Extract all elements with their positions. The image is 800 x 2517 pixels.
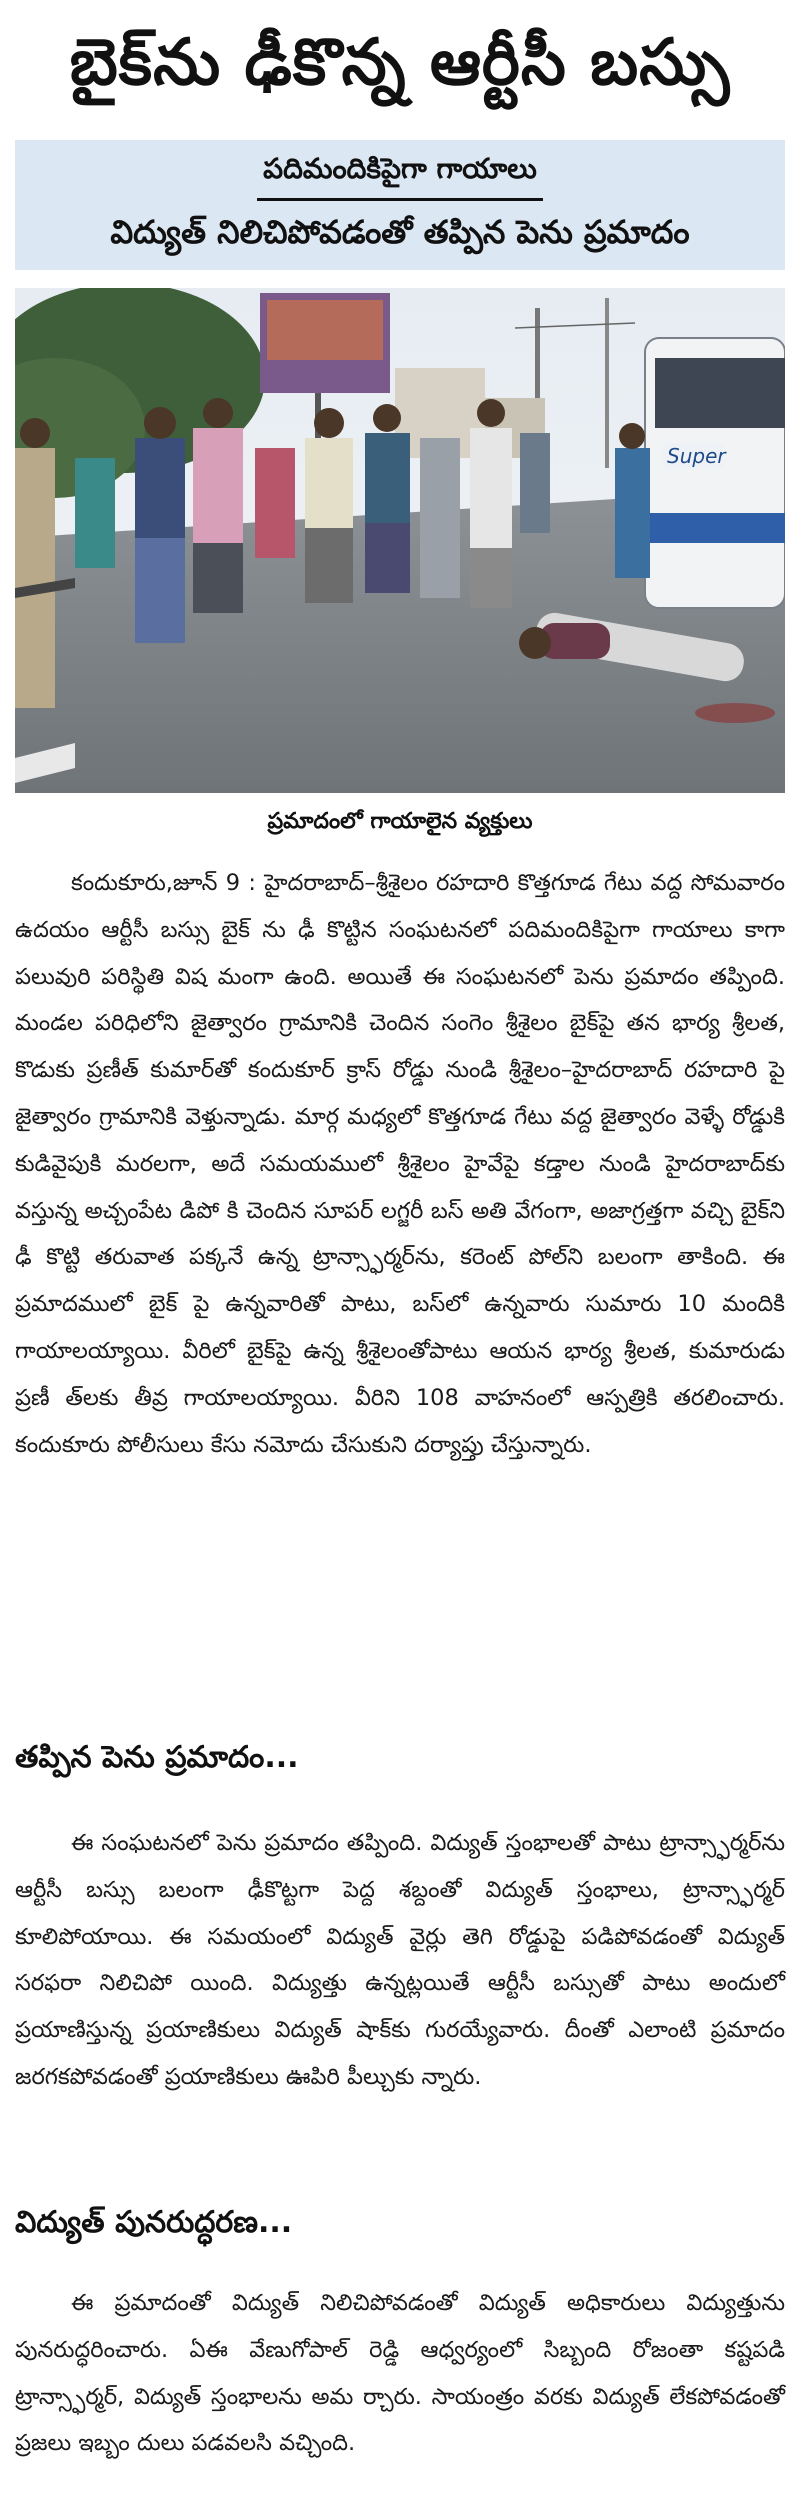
photo-caption: ప్రమాదంలో గాయాలైన వ్యక్తులు bbox=[267, 809, 533, 834]
headline: బైక్‌ను ఢీకొన్న ఆర్టీసీ బస్సు bbox=[69, 25, 731, 100]
deck: విద్యుత్ నిలిచిపోవడంతో తప్పిన పెను ప్రమాదం bbox=[110, 212, 690, 251]
article-paragraph: కందుకూరు,జూన్ 9 : హైదరాబాద్–శ్రీశైలం రహదారి కొత్తగూడ గేటు వద్ద సోమవారం ఉదయం ఆర్టీసీ బస్సు బైక్ ను ఢీ కొట్టిన సంఘటనలో పదిమందికిపైగా గాయాలు కాగా పలువురి పరిస్థితి విష మంగా ఉంది. అయితే ఈ సంఘటనలో పెను ప్రమాదం తప్పింది. మండల పరిధిలోని జైత్వారం గ్రామానికి చెందిన సంగెం శ్రీశైలం బైక్‌పై తన భార్య శ్రీలత, కొడుకు ప్రణీత్ కుమార్‌తో కందుకూర్ క్రాస్ రోడ్డు నుండి శ్రీశైలం–హైదరాబాద్ రహదారి పై జైత్వారం గ్రామానికి వెళ్తున్నాడు. మార్గ మధ్యలో కొత్తగూడ గేటు వద్ద జైత్వారం వెళ్ళే రోడ్డుకి కుడివైపుకి మరలగా, అదే సమయములో శ్రీశైలం హైవేపై కడ్తాల నుండి హైదరాబాద్‌కు వస్తున్న అచ్చంపేట డిపో కి చెందిన సూపర్ లగ్జరీ బస్ అతి వేగంగా, అజాగ్రత్తగా వచ్చి బైక్‌ని ఢీ కొట్టి తరువాత పక్కనే ఉన్న ట్రాన్స్ఫార్మర్‌ను, కరెంట్ పోల్‌ని బలంగా తాకింది. ఈ ప్రమాదములో బైక్ పై ఉన్నవారితో పాటు, బస్‌లో ఉన్నవారు సుమారు 10 మందికి గాయాలయ్యాయి. వీరిలో బైక్‌పై ఉన్న శ్రీశైలంతోపాటు ఆయన భార్య శ్రీలత, కుమారుడు ప్రణీ త్‌లకు తీవ్ర గాయాలయ్యాయి. వీరిని 108 వాహనంలో ఆస్పత్రికి తరలించారు. కందుకూరు పోలీసులు కేసు నమోదు చేసుకుని దర్యాప్తు చేస్తున్నారు. bbox=[15, 870, 786, 1458]
article-paragraph: ఈ సంఘటనలో పెను ప్రమాదం తప్పింది. విద్యుత్ స్తంభాలతో పాటు ట్రాన్స్ఫార్మర్‌ను ఆర్టీసీ బస్సు బలంగా ఢీకొట్టగా పెద్ద శబ్దంతో విద్యుత్ స్తంభాలు, ట్రాన్స్ఫార్మర్ కూలిపోయాయి. ఈ సమయంలో విద్యుత్ వైర్లు తెగి రోడ్డుపై పడిపోవడంతో విద్యుత్ సరఫరా నిలిచిపో యింది. విద్యుత్తు ఉన్నట్లయితే ఆర్టీసీ బస్సుతో పాటు అందులో ప్రయాణిస్తున్న ప్రయాణికులు విద్యుత్ షాక్‌కు గురయ్యేవారు. దీంతో ఎలాంటి ప్రమాదం జరగకపోవడంతో ప్రయాణికులు ఊపిరి పీల్చుకు న్నారు. bbox=[15, 1830, 785, 2090]
photo-illustration bbox=[15, 288, 785, 793]
article-paragraph: ఈ ప్రమాదంతో విద్యుత్ నిలిచిపోవడంతో విద్యుత్ అధికారులు విద్యుత్తును పునరుద్ధరించారు. ఏఈ వేణుగోపాల్ రెడ్డి ఆధ్వర్యంలో సిబ్బంది రోజంతా కష్టపడి ట్రాన్స్ఫార్మర్, విద్యుత్ స్తంభాలను అమ ర్చారు. సాయంత్రం వరకు విద్యుత్ లేకపోవడంతో ప్రజలు ఇబ్బం దులు పడవలసి వచ్చింది. bbox=[15, 2290, 785, 2457]
news-photo bbox=[15, 288, 785, 793]
subheading: తప్పిన పెను ప్రమాదం... bbox=[15, 1740, 299, 1775]
subheading: విద్యుత్ పునరుద్ధరణ... bbox=[15, 2205, 293, 2240]
bus-sign: Super bbox=[667, 444, 726, 468]
subhead-box bbox=[15, 140, 785, 270]
kicker: పదిమందికిపైగా గాయాలు bbox=[257, 152, 543, 201]
